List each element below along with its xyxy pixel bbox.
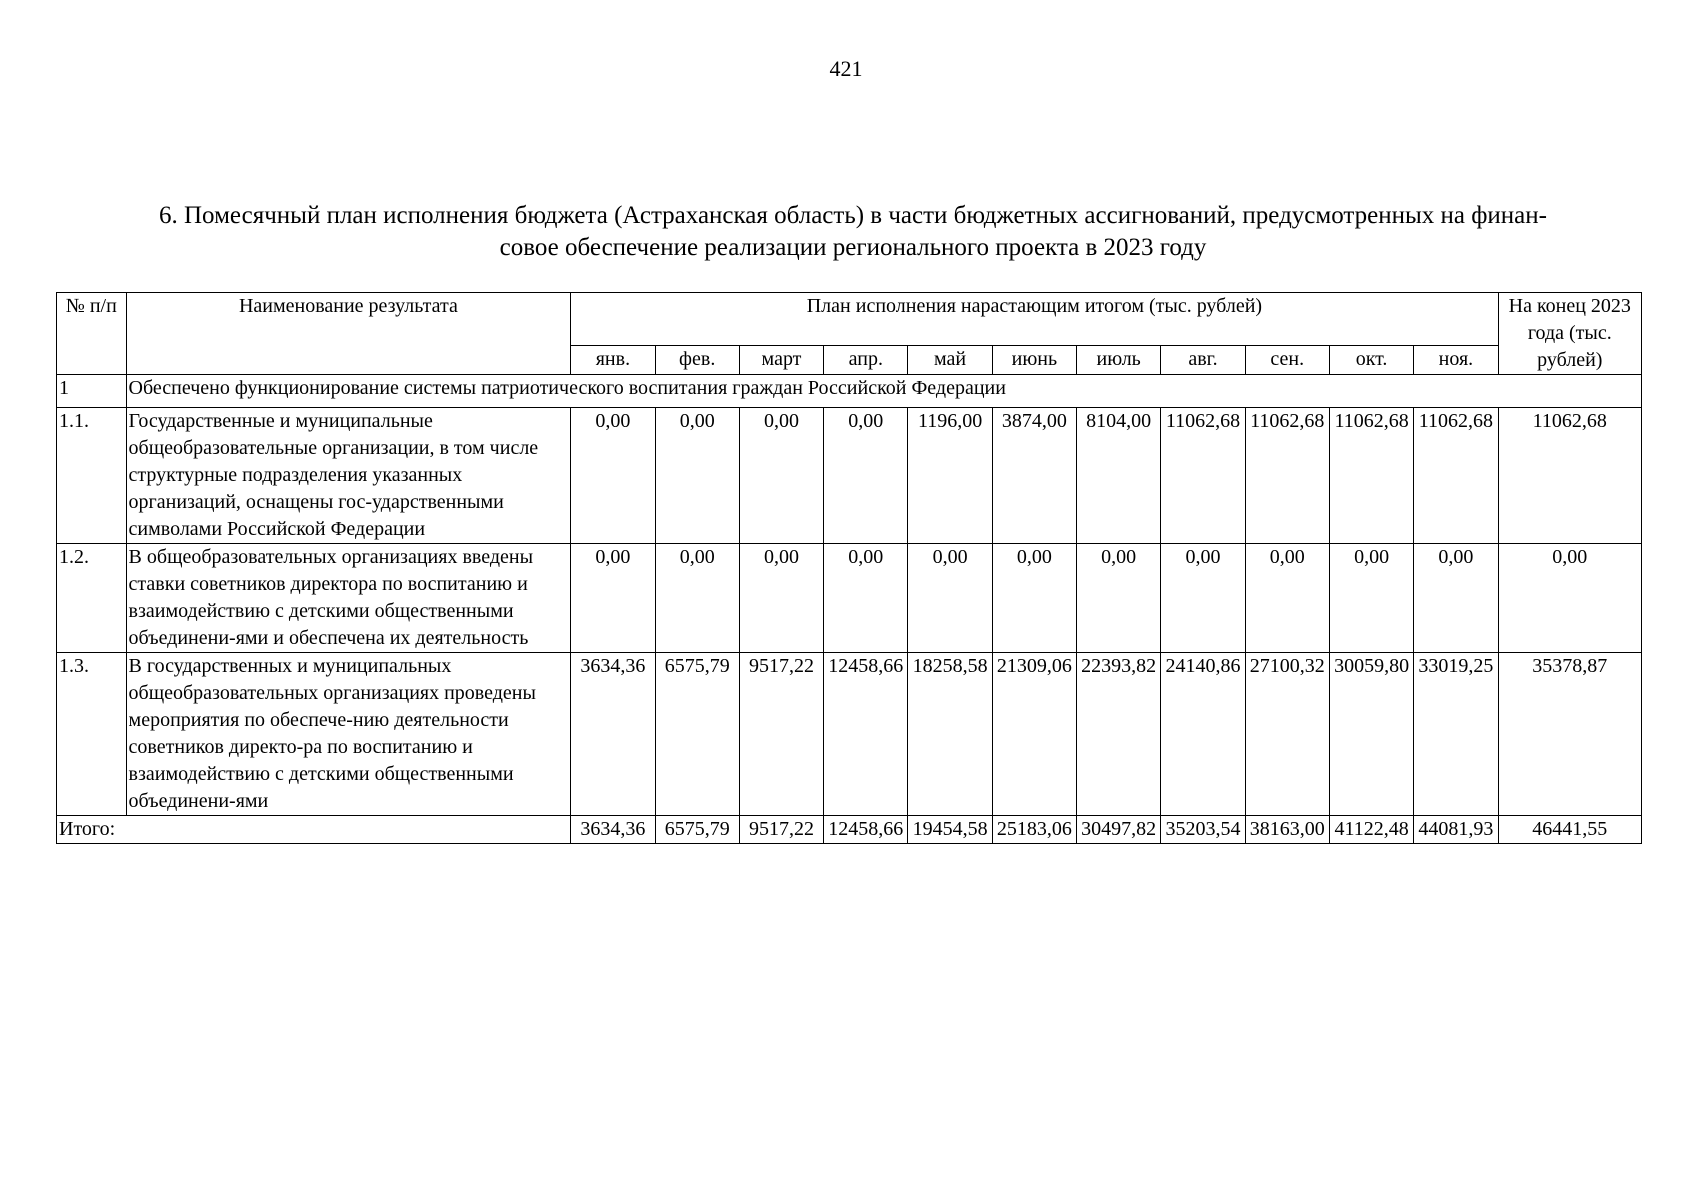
month-value: 0,00 [1245, 544, 1329, 653]
month-value: 0,00 [655, 544, 739, 653]
total-value: 19454,58 [908, 816, 992, 844]
month-value: 3634,36 [571, 653, 655, 816]
total-value: 41122,48 [1329, 816, 1413, 844]
total-value: 3634,36 [571, 816, 655, 844]
month-value: 11062,68 [1245, 408, 1329, 544]
title-line-2: совое обеспечение реализации регионального проекта в 2023 году [499, 234, 1207, 261]
month-header: сен. [1245, 346, 1329, 375]
section-row [57, 375, 1642, 408]
page-title [58, 200, 1648, 264]
month-value: 11062,68 [1161, 408, 1245, 544]
month-value: 0,00 [824, 544, 908, 653]
month-header: окт. [1329, 346, 1413, 375]
header-plan: План исполнения нарастающим итогом (тыс. рублей) [571, 293, 1498, 346]
page-number: 421 [829, 56, 863, 81]
total-value: 38163,00 [1245, 816, 1329, 844]
total-label: Итого: [57, 816, 571, 844]
month-value: 0,00 [1077, 544, 1161, 653]
month-value: 0,00 [824, 408, 908, 544]
year-end-value: 0,00 [1498, 544, 1641, 653]
header-name: Наименование результата [126, 293, 571, 375]
month-value: 33019,25 [1414, 653, 1498, 816]
total-value: 6575,79 [655, 816, 739, 844]
year-end-value: 35378,87 [1498, 653, 1641, 816]
result-name: В государственных и муниципальных общеобразовательных организациях проведены мероприятия по обеспече-нию деятельности советников директо-ра по воспитанию и взаимодействию с детскими общественными объединени-ями [126, 653, 571, 816]
month-header: ноя. [1414, 346, 1498, 375]
total-value: 12458,66 [824, 816, 908, 844]
header-num: № п/п [57, 293, 127, 375]
row-number: 1.2. [57, 544, 127, 653]
month-value: 0,00 [992, 544, 1076, 653]
total-value: 44081,93 [1414, 816, 1498, 844]
month-value: 21309,06 [992, 653, 1076, 816]
table-row [57, 653, 1642, 816]
total-value: 25183,06 [992, 816, 1076, 844]
month-value: 0,00 [571, 544, 655, 653]
month-value: 18258,58 [908, 653, 992, 816]
section-name: Обеспечено функционирование системы патриотического воспитания граждан Российской Федерации [126, 375, 1641, 408]
month-value: 1196,00 [908, 408, 992, 544]
month-value: 11062,68 [1414, 408, 1498, 544]
month-value: 0,00 [739, 544, 823, 653]
month-value: 11062,68 [1329, 408, 1413, 544]
month-header: янв. [571, 346, 655, 375]
total-value: 9517,22 [739, 816, 823, 844]
total-value: 30497,82 [1077, 816, 1161, 844]
month-value: 0,00 [739, 408, 823, 544]
result-name: Государственные и муниципальные общеобразовательные организации, в том числе структурные подразделения указанных организаций, оснащены гос-ударственными символами Российской Федерации [126, 408, 571, 544]
month-value: 6575,79 [655, 653, 739, 816]
total-row [57, 816, 1642, 844]
header-end: На конец 2023 года (тыс. рублей) [1498, 293, 1641, 375]
table-row [57, 408, 1642, 544]
month-value: 0,00 [1414, 544, 1498, 653]
month-header: май [908, 346, 992, 375]
month-value: 0,00 [908, 544, 992, 653]
month-value: 9517,22 [739, 653, 823, 816]
total-year-end-value: 46441,55 [1498, 816, 1641, 844]
month-value: 12458,66 [824, 653, 908, 816]
month-header: июль [1077, 346, 1161, 375]
month-value: 30059,80 [1329, 653, 1413, 816]
month-value: 8104,00 [1077, 408, 1161, 544]
month-value: 0,00 [1161, 544, 1245, 653]
table-row [57, 544, 1642, 653]
month-header: авг. [1161, 346, 1245, 375]
budget-table [56, 292, 1642, 844]
month-header: июнь [992, 346, 1076, 375]
month-value: 0,00 [655, 408, 739, 544]
month-header: март [739, 346, 823, 375]
month-header: апр. [824, 346, 908, 375]
month-value: 0,00 [571, 408, 655, 544]
title-line-1: 6. Помесячный план исполнения бюджета (Астраханская область) в части бюджетных ассигнований, предусмотренных на финан- [158, 202, 1547, 229]
month-value: 27100,32 [1245, 653, 1329, 816]
month-value: 22393,82 [1077, 653, 1161, 816]
month-value: 3874,00 [992, 408, 1076, 544]
month-value: 24140,86 [1161, 653, 1245, 816]
total-value: 35203,54 [1161, 816, 1245, 844]
row-number: 1.3. [57, 653, 127, 816]
month-header: фев. [655, 346, 739, 375]
result-name: В общеобразовательных организациях введены ставки советников директора по воспитанию и взаимодействию с детскими общественными объединени-ями и обеспечена их деятельность [126, 544, 571, 653]
row-number: 1.1. [57, 408, 127, 544]
section-number: 1 [57, 375, 127, 408]
month-value: 0,00 [1329, 544, 1413, 653]
year-end-value: 11062,68 [1498, 408, 1641, 544]
